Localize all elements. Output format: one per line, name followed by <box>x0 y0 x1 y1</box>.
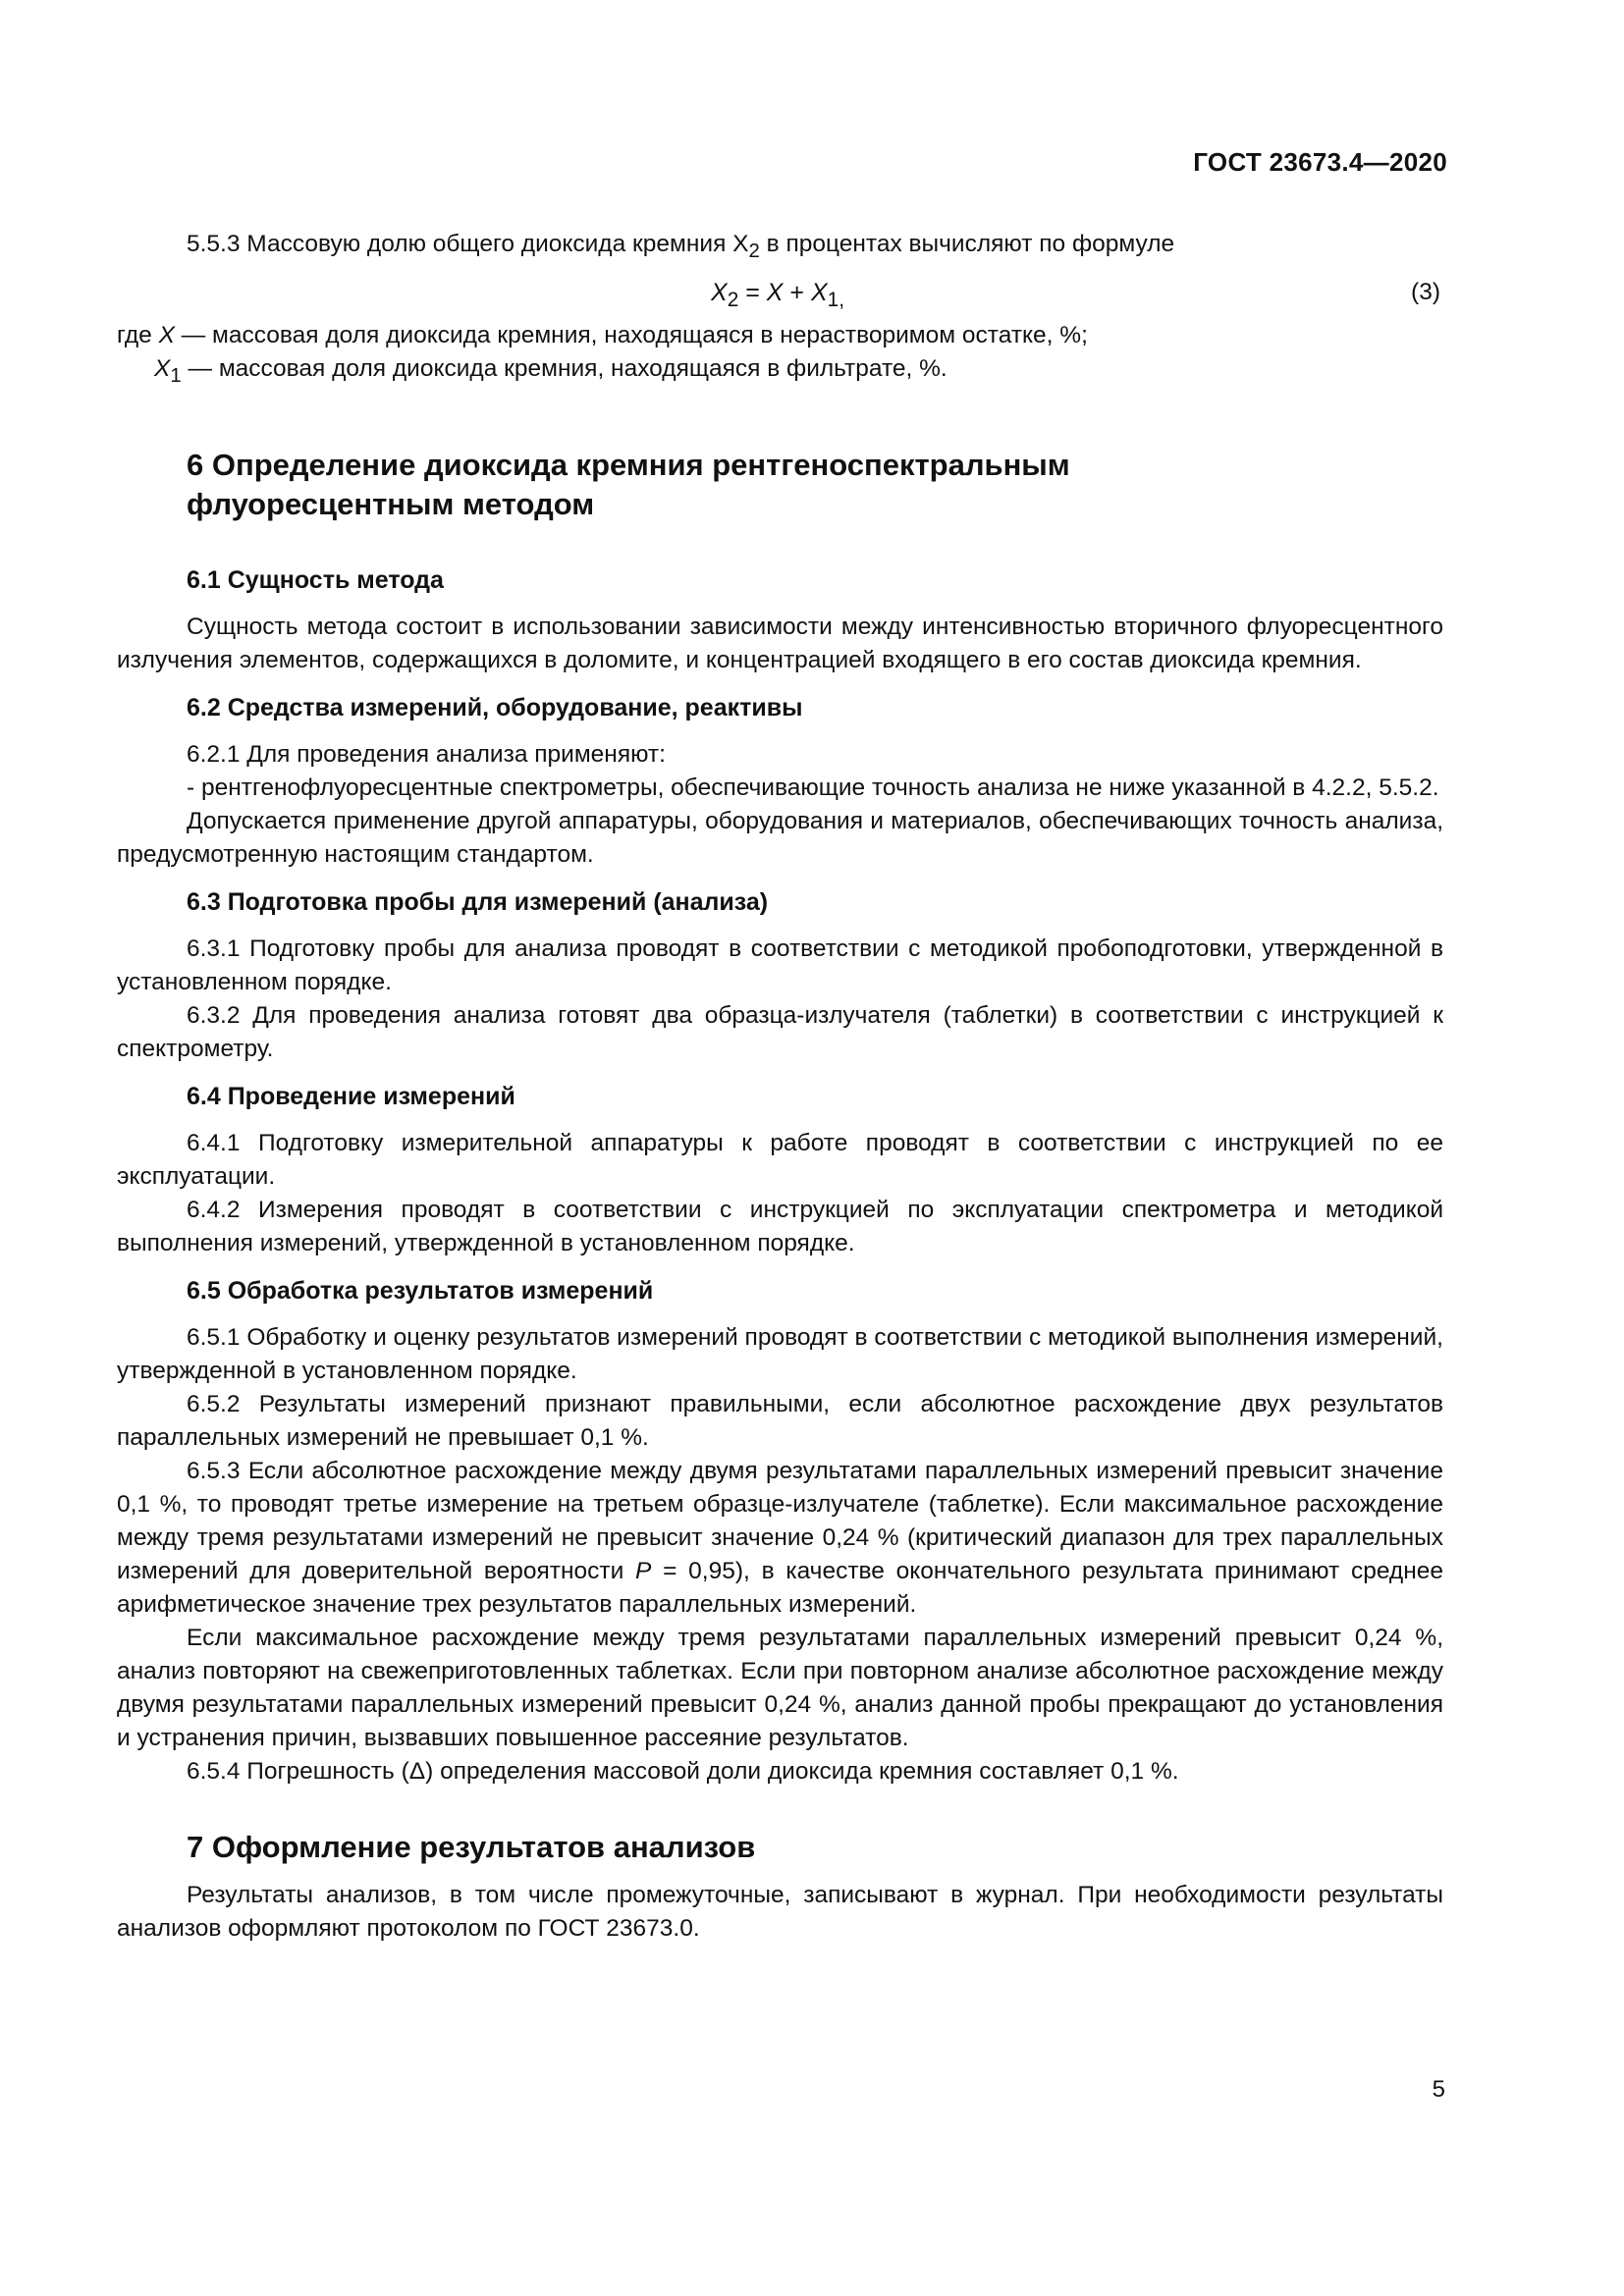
document-body <box>117 228 1443 1946</box>
where-line-2: $X_1$ — массовая доля диоксида кремния, находящаяся в фильтрате, %. <box>154 354 947 387</box>
section-6-1-heading: 6.1 Сущность метода <box>187 565 444 594</box>
paragraph-6-2-1: 6.2.1 Для проведения анализа применяют: <box>187 740 666 768</box>
paragraph-6-3-2: 6.3.2 Для проведения анализа готовят два образца-излучателя (таблетки) в соответствии с инструкцией к спектрометру. <box>117 1001 1443 1062</box>
formula-3 <box>117 270 1443 319</box>
equation-number: (3) <box>1411 278 1440 305</box>
paragraph-6-5-3: 6.5.3 Если абсолютное расхождение между двумя результатами параллельных измерений превысит значение 0,1 %, то проводят третье измерение на третьем образце-излучателе (таблетке). Если максимальное расхождение между тремя результатами измерений не превысит значение 0,24 % (критический диапазон для трех параллельных измерений для доверительной вероятности P = 0,95), в качестве окончательного результата принимают среднее арифметическое значение трех результатов параллельных измерений. <box>117 1457 1443 1618</box>
paragraph-6-2-1-item: - рентгенофлуоресцентные спектрометры, обеспечивающие точность анализа не ниже указанной в 4.2.2, 5.5.2. <box>187 774 1439 801</box>
paragraph-6-5-2: 6.5.2 Результаты измерений признают правильными, если абсолютное расхождение двух результатов параллельных измерений не превышает 0,1 %. <box>117 1390 1443 1451</box>
paragraph-6-1: Сущность метода состоит в использовании зависимости между интенсивностью вторичного флуоресцентного излучения элементов, содержащихся в доломите, и концентрацией входящего в его состав диоксида кремния. <box>117 613 1443 673</box>
section-6-2-heading: 6.2 Средства измерений, оборудование, реактивы <box>187 693 803 721</box>
paragraph-6-5-1: 6.5.1 Обработку и оценку результатов измерений проводят в соответствии с методикой выполнения измерений, утвержденной в установленном порядке. <box>117 1323 1443 1384</box>
paragraph-6-5-3-cont: Если максимальное расхождение между тремя результатами параллельных измерений превысит 0,24 %, анализ повторяют на свежеприготовленных таблетках. Если при повторном анализе абсолютное расхождение между двумя результатами параллельных измерений превысит 0,24 %, анализ данной пробы прекращают до установления и устранения причин, вызвавших повышенное рассеяние результатов. <box>117 1624 1443 1751</box>
document-code: ГОСТ 23673.4—2020 <box>1193 147 1447 177</box>
section-6-5-heading: 6.5 Обработка результатов измерений <box>187 1276 654 1305</box>
paragraph-6-2-note: Допускается применение другой аппаратуры, оборудования и материалов, обеспечивающих точность анализа, предусмотренную настоящим стандартом. <box>117 807 1443 868</box>
section-6-3-heading: 6.3 Подготовка пробы для измерений (анализа) <box>187 887 769 916</box>
paragraph-6-4-1: 6.4.1 Подготовку измерительной аппаратуры к работе проводят в соответствии с инструкцией по ее эксплуатации. <box>117 1129 1443 1190</box>
paragraph-6-3-1: 6.3.1 Подготовку пробы для анализа проводят в соответствии с методикой пробоподготовки, утвержденной в установленном порядке. <box>117 934 1443 995</box>
section-6-heading: 6 Определение диоксида кремния рентгеноспектральным флуоресцентным методом <box>187 447 1070 521</box>
paragraph-6-4-2: 6.4.2 Измерения проводят в соответствии с инструкцией по эксплуатации спектрометра и методикой выполнения измерений, утвержденной в установленном порядке. <box>117 1196 1443 1256</box>
where-line-1: где X — массовая доля диоксида кремния, находящаяся в нерастворимом остатке, %; <box>117 321 1088 348</box>
paragraph-6-5-4: 6.5.4 Погрешность (Δ) определения массовой доли диоксида кремния составляет 0,1 %. <box>187 1757 1179 1785</box>
formula-expression: $X_2 = X + X_{1,}$ <box>711 278 845 311</box>
paragraph-7: Результаты анализов, в том числе промежуточные, записывают в журнал. При необходимости результаты анализов оформляют протоколом по ГОСТ 23673.0. <box>117 1881 1443 1942</box>
page-number: 5 <box>1432 2076 1445 2103</box>
section-7-heading: 7 Оформление результатов анализов <box>187 1829 756 1864</box>
section-6-4-heading: 6.4 Проведение измерений <box>187 1082 515 1110</box>
paragraph-5-5-3: 5.5.3 Массовую долю общего диоксида кремния $X_2$ в процентах вычисляют по формуле <box>187 231 1175 262</box>
